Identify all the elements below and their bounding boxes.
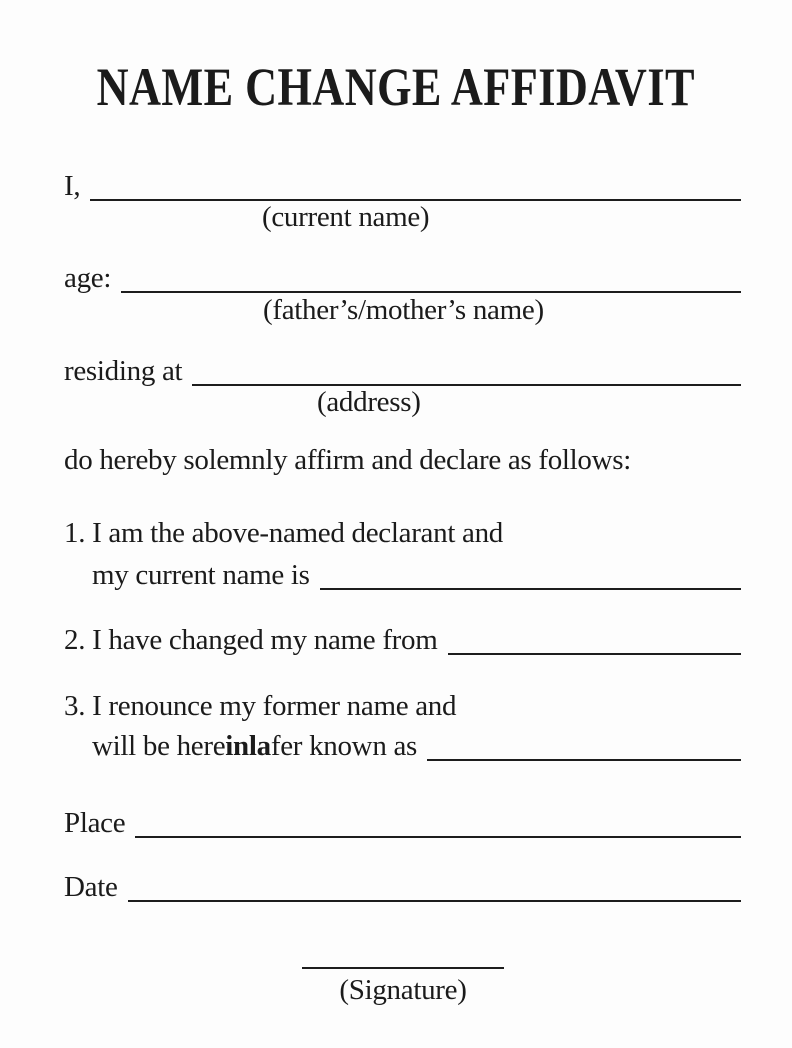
current-name-caption: (current name)	[262, 201, 430, 233]
signature-caption: (Signature)	[339, 974, 467, 1006]
date-label: Date	[64, 871, 118, 903]
address-field[interactable]	[192, 384, 741, 386]
clause-3-line-1: 3. I renounce my former name and	[64, 690, 457, 722]
date-row	[64, 870, 741, 905]
clause-2-label: 2. I have changed my name from	[64, 624, 438, 656]
title-wrap	[0, 56, 792, 118]
clause-1-line-1: 1. I am the above-named declarant and	[64, 517, 503, 549]
clause-3-line-2	[92, 729, 741, 764]
residence-label: residing at	[64, 355, 183, 387]
declarant-label: I,	[64, 170, 81, 202]
clause-3-line-2-prefix: will be here	[92, 730, 226, 762]
clause-1-line-2	[92, 558, 741, 593]
clause-2-row	[64, 623, 741, 658]
clause-current-name-field[interactable]	[320, 588, 741, 590]
place-field[interactable]	[135, 836, 741, 838]
residence-row	[64, 354, 741, 389]
age-row	[64, 261, 741, 296]
signature-block[interactable]	[302, 967, 504, 1008]
place-row	[64, 806, 741, 841]
former-name-field[interactable]	[448, 653, 742, 655]
clause-3-line-2-suffix: fer known as	[270, 730, 418, 762]
page-title: NAME CHANGE AFFIDAVIT	[96, 57, 696, 117]
date-field[interactable]	[128, 900, 741, 902]
new-name-field[interactable]	[427, 759, 741, 761]
clause-3-line-2-bold: inla	[225, 730, 271, 762]
parent-name-caption: (father’s/mother’s name)	[263, 294, 544, 326]
declarant-row	[64, 169, 741, 204]
address-caption: (address)	[317, 386, 421, 418]
place-label: Place	[64, 807, 126, 839]
clause-1-line-2-label: my current name is	[92, 559, 310, 591]
age-label: age:	[64, 262, 112, 294]
statement-intro: do hereby solemnly affirm and declare as follows:	[64, 444, 631, 476]
